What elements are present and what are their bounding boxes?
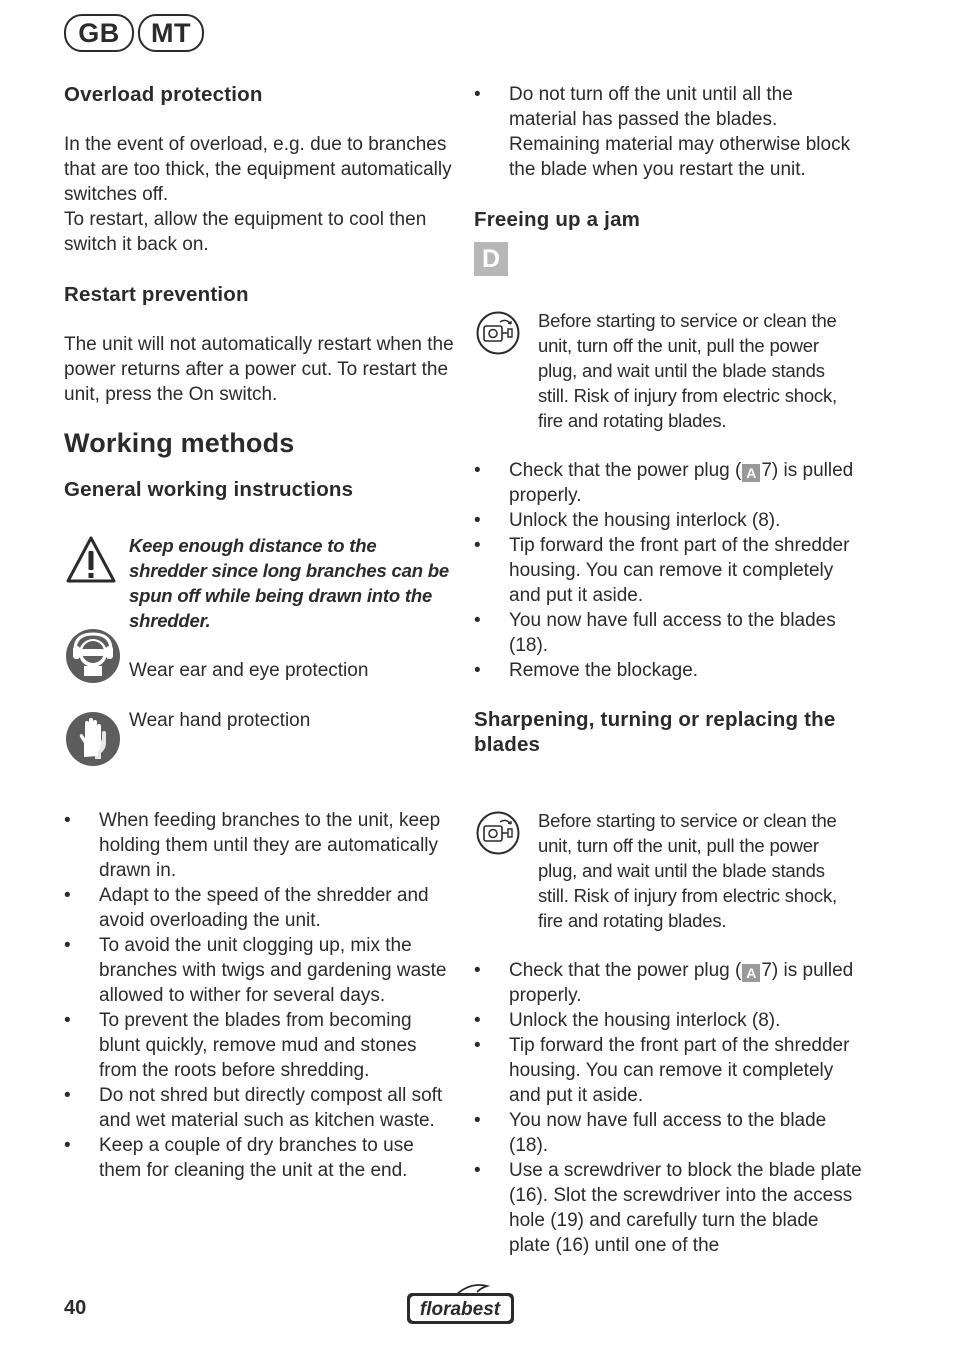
list-item: • Do not shred but directly compost all soft and wet material such as kitchen waste. [64,1085,443,1131]
unplug-before-service-icon [476,811,520,855]
warning-text: Keep enough distance to the shredder since long branches can be spun off while being drawn into the shredder. [129,535,449,631]
language-badge-gb: GB [64,14,134,52]
ear-eye-protection-icon [65,628,121,684]
language-badge-mt: MT [138,14,204,52]
figure-a-badge: A [742,964,760,982]
freeing-jam-list [474,458,864,683]
list-item: • When feeding branches to the unit, keep holding them until they are automatically drawn in. [64,810,441,881]
list-item: • You now have full access to the blades (18). [474,610,836,656]
list-item: • Do not turn off the unit until all the material has passed the blades. Remaining material may otherwise block the blade when you restart the unit. [474,84,851,180]
figure-a-badge: A [742,464,760,482]
overload-heading: Overload protection [64,83,263,106]
general-instructions-heading: General working instructions [64,478,354,501]
left-column [64,82,454,502]
freeing-jam-heading: Freeing up a jam [474,208,641,231]
working-methods-heading: Working methods [64,428,295,458]
sharpening-heading: Sharpening, turning or replacing the blades [474,708,836,756]
list-item: • You now have full access to the blade (18). [474,1110,827,1156]
hand-protection-icon [65,711,121,767]
service-note-2: Before starting to service or clean the unit, turn off the unit, pull the power plug, and wait until the blade stands still. Risk of injury from electric shock, fire and rotating blades. [538,810,837,931]
page-number: 40 [64,1297,87,1319]
list-item: • Adapt to the speed of the shredder and avoid overloading the unit. [64,885,429,931]
sharpening-list [474,958,864,1258]
brand-logo [405,1282,517,1328]
list-item: • To prevent the blades from becoming blunt quickly, remove mud and stones from the roots before shredding. [64,1010,417,1081]
top-right-list [474,82,864,182]
overload-text-2: To restart, allow the equipment to cool then switch it back on. [64,209,427,255]
list-item: • Use a screwdriver to block the blade plate (16). Slot the screwdriver into the access hole (19) and carefully turn the blade plate (16) until one of the [474,1160,862,1256]
overload-text-1: In the event of overload, e.g. due to branches that are too thick, the equipment automatically switches off. [64,134,452,205]
list-item: • To avoid the unit clogging up, mix the branches with twigs and gardening waste allowed to wither for several days. [64,935,447,1006]
list-item: • Check that the power plug ( A 7) is pulled properly. [474,460,854,506]
list-item: • Remove the blockage. [474,660,699,681]
list-item: • Unlock the housing interlock (8). [474,510,781,531]
list-item: • Tip forward the front part of the shredder housing. You can remove it completely and put it aside. [474,535,850,606]
list-item: • Unlock the housing interlock (8). [474,1010,781,1031]
general-instructions-list [64,808,454,1183]
hand-protection-text: Wear hand protection [129,710,311,731]
ear-eye-protection-text: Wear ear and eye protection [129,660,369,681]
warning-icon [65,535,117,585]
list-item: • Check that the power plug ( A 7) is pulled properly. [474,960,854,1006]
svg-text:florabest: florabest [419,1299,501,1320]
unplug-before-service-icon [476,311,520,355]
service-note-1: Before starting to service or clean the unit, turn off the unit, pull the power plug, and wait until the blade stands still. Risk of injury from electric shock, fire and rotating blades. [538,310,837,431]
list-item: • Keep a couple of dry branches to use them for cleaning the unit at the end. [64,1135,414,1181]
restart-text: The unit will not automatically restart when the power returns after a power cut. To restart the unit, press the On switch. [64,334,454,405]
list-item: • Tip forward the front part of the shredder housing. You can remove it completely and put it aside. [474,1035,850,1106]
figure-d-badge: D [474,242,508,276]
restart-heading: Restart prevention [64,283,249,306]
